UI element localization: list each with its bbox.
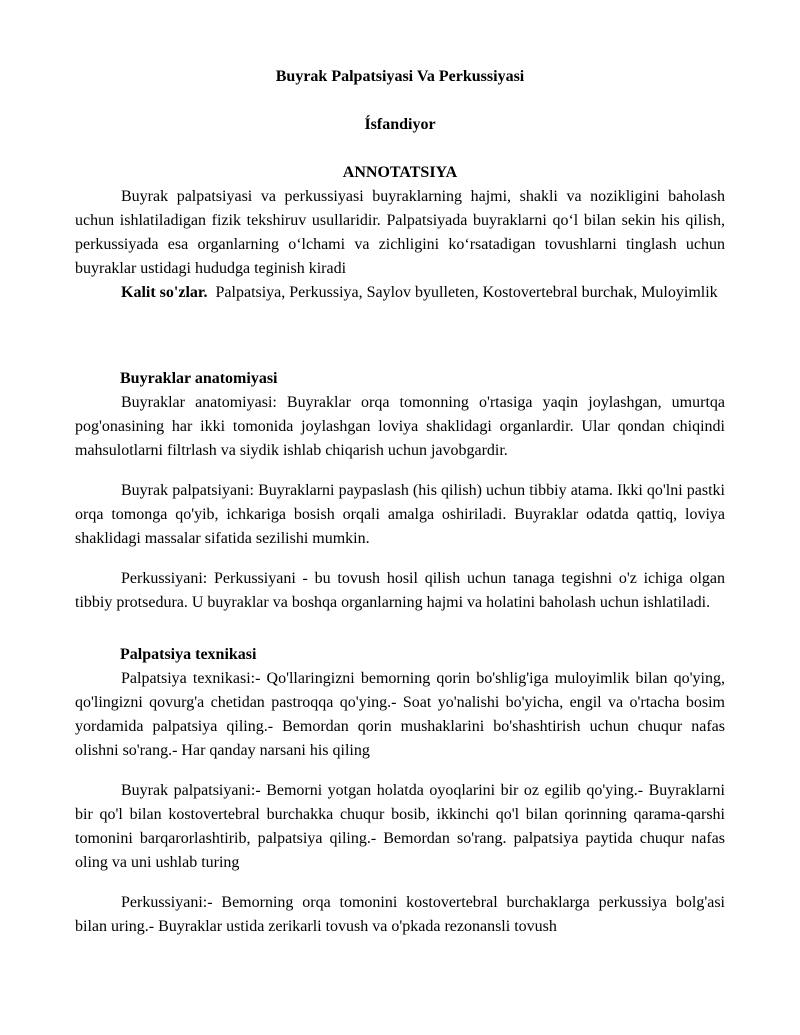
section-paragraph: Perkussiyani:- Bemorning orqa tomonini kostovertebral burchaklarga perkussiya bolg'asi bilan uring.- Buyraklar ustida zerikarli tovush va o'pkada rezonansli tovush [75,894,725,935]
keywords-paragraph [75,281,725,305]
section-paragraph: Buyrak palpatsiyani:- Bemorni yotgan holatda oyoqlarini bir oz egilib qo'ying.- Buyraklarni bir qo'l bilan kostovertebral burchakka chuqur bosib, ikkinchi qo'l bilan qorinning qarama-qarshi tomonini barqarorlashtirib, palpatsiya qiling.- Bemordan so'rang. palpatsiya paytida chuqur nafas oling va uni ushlab turing [75,782,725,871]
annotation-paragraph: Buyrak palpatsiyasi va perkussiyasi buyraklarning hajmi, shakli va nozikligini baholash uchun ishlatiladigan fizik tekshiruv usullaridir. Palpatsiyada buyraklarni qo‘l bilan sekin his qilish, perkussiyada esa organlarning o‘lchami va zichligini ko‘rsatadigan tovushlarni tinglash uchun buyraklar ustidagi hududga teginish kiradi [75,188,725,277]
section-paragraph: Palpatsiya texnikasi:- Qo'llaringizni bemorning qorin bo'shlig'iga muloyimlik bilan qo'ying, qo'lingizni qovurg'a chetidan pastroqqa qo'ying.- Soat yo'nalishi bo'yicha, engil va o'rtacha bosim yordamida palpatsiya qiling.- Bemordan qorin mushaklarini bo'shashtirish uchun chuqur nafas olishni so'rang.- Har qanday narsani his qiling [75,670,725,759]
section-paragraph: Buyrak palpatsiyani: Buyraklarni paypaslash (his qilish) uchun tibbiy atama. Ikki qo'lni pastki orqa tomonga qo'yib, ichkariga bosish orqali amalga oshiriladi. Buyraklar odatda qattiq, loviya shaklidagi massalar sifatida sezilishi mumkin. [75,482,725,547]
section-paragraph: Buyraklar anatomiyasi: Buyraklar orqa tomonning o'rtasiga yaqin joylashgan, umurtqa pog'onasining har ikki tomonida joylashgan loviya shaklidagi organlardir. Ular qondan chiqindi mahsulotlarni filtrlash va siydik ishlab chiqarish uchun javobgardir. [75,394,725,459]
section-heading-palpation-technique: Palpatsiya texnikasi [120,646,257,663]
document-page [75,0,725,939]
keywords-text: Palpatsiya, Perkussiya, Saylov byulleten, Kostovertebral burchak, Muloyimlik [215,284,718,301]
document-author: Ísfandiyor [364,116,436,133]
annotation-heading: ANNOTATSIYA [342,164,458,181]
document-title: Buyrak Palpatsiyasi Va Perkussiyasi [275,68,525,85]
section-paragraph: Perkussiyani: Perkussiyani - bu tovush hosil qilish uchun tanaga tegishni o'z ichiga olgan tibbiy protsedura. U buyraklar va boshqa organlarning hajmi va holatini baholash uchun ishlatiladi. [75,570,725,611]
keywords-label: Kalit so'zlar. [121,284,208,301]
section-heading-anatomy: Buyraklar anatomiyasi [120,370,278,387]
